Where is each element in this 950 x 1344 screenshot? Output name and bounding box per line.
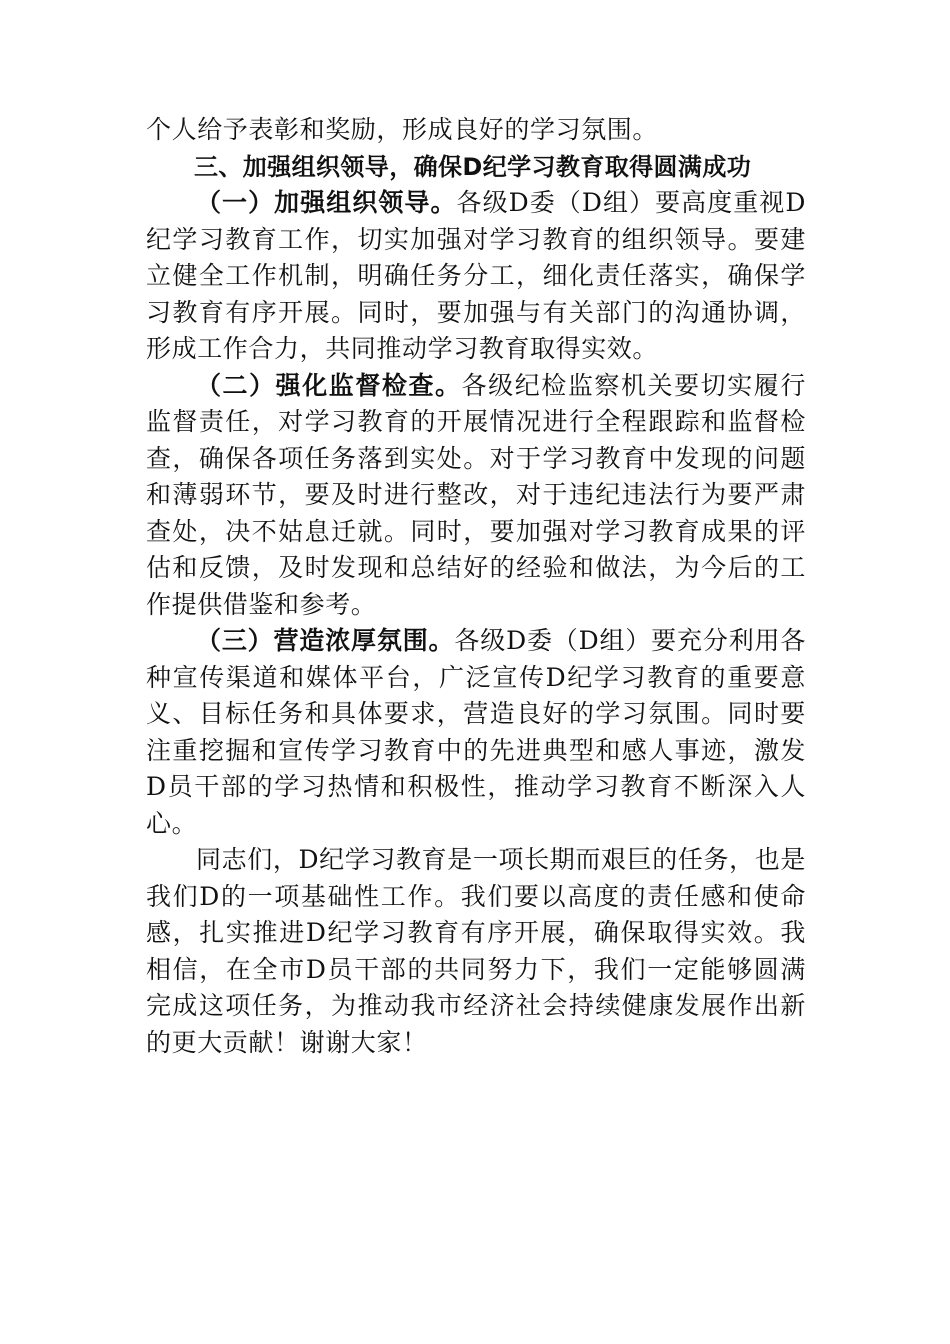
item-1-body: 各级D委（D组）要高度重视D纪学习教育工作，切实加强对学习教育的组织领导。要建立健全工作机制，明确任务分工，细化责任落实，确保学习教育有序开展。同时，要加强与有关部门的沟通协调，形成工作合力，共同推动学习教育取得实效。	[146, 188, 806, 363]
document-body	[146, 112, 806, 1061]
item-3-label: （三）营造浓厚氛围。	[196, 626, 455, 655]
paragraph-item-3	[146, 623, 806, 842]
item-1-label: （一）加强组织领导。	[196, 188, 457, 217]
closing-paragraph: 同志们，D纪学习教育是一项长期而艰巨的任务，也是我们D的一项基础性工作。我们要以高度的责任感和使命感，扎实推进D纪学习教育有序开展，确保取得实效。我相信，在全市D员干部的共同努力下，我们一定能够圆满完成这项任务，为推动我市经济社会持续健康发展作出新的更大贡献！谢谢大家！	[146, 845, 806, 1057]
section-heading: 三、加强组织领导，确保D纪学习教育取得圆满成功	[194, 152, 752, 181]
item-3-body: 各级D委（D组）要充分利用各种宣传渠道和媒体平台，广泛宣传D纪学习教育的重要意义、目标任务和具体要求，营造良好的学习氛围。同时要注重挖掘和宣传学习教育中的先进典型和感人事迹，激发D员干部的学习热情和积极性，推动学习教育不断深入人心。	[146, 626, 806, 838]
item-2-label: （二）强化监督检查。	[196, 370, 462, 400]
continuation-paragraph: 个人给予表彰和奖励，形成良好的学习氛围。	[146, 115, 659, 144]
item-2-body: 各级纪检监察机关要切实履行监督责任，对学习教育的开展情况进行全程跟踪和监督检查，确保各项任务落到实处。对于学习教育中发现的问题和薄弱环节，要及时进行整改，对于违纪违法行为要严肃查处，决不姑息迁就。同时，要加强对学习教育成果的评估和反馈，及时发现和总结好的经验和做法，为今后的工作提供借鉴和参考。	[146, 370, 806, 619]
paragraph-item-1	[146, 185, 806, 368]
paragraph-item-2	[146, 368, 806, 624]
